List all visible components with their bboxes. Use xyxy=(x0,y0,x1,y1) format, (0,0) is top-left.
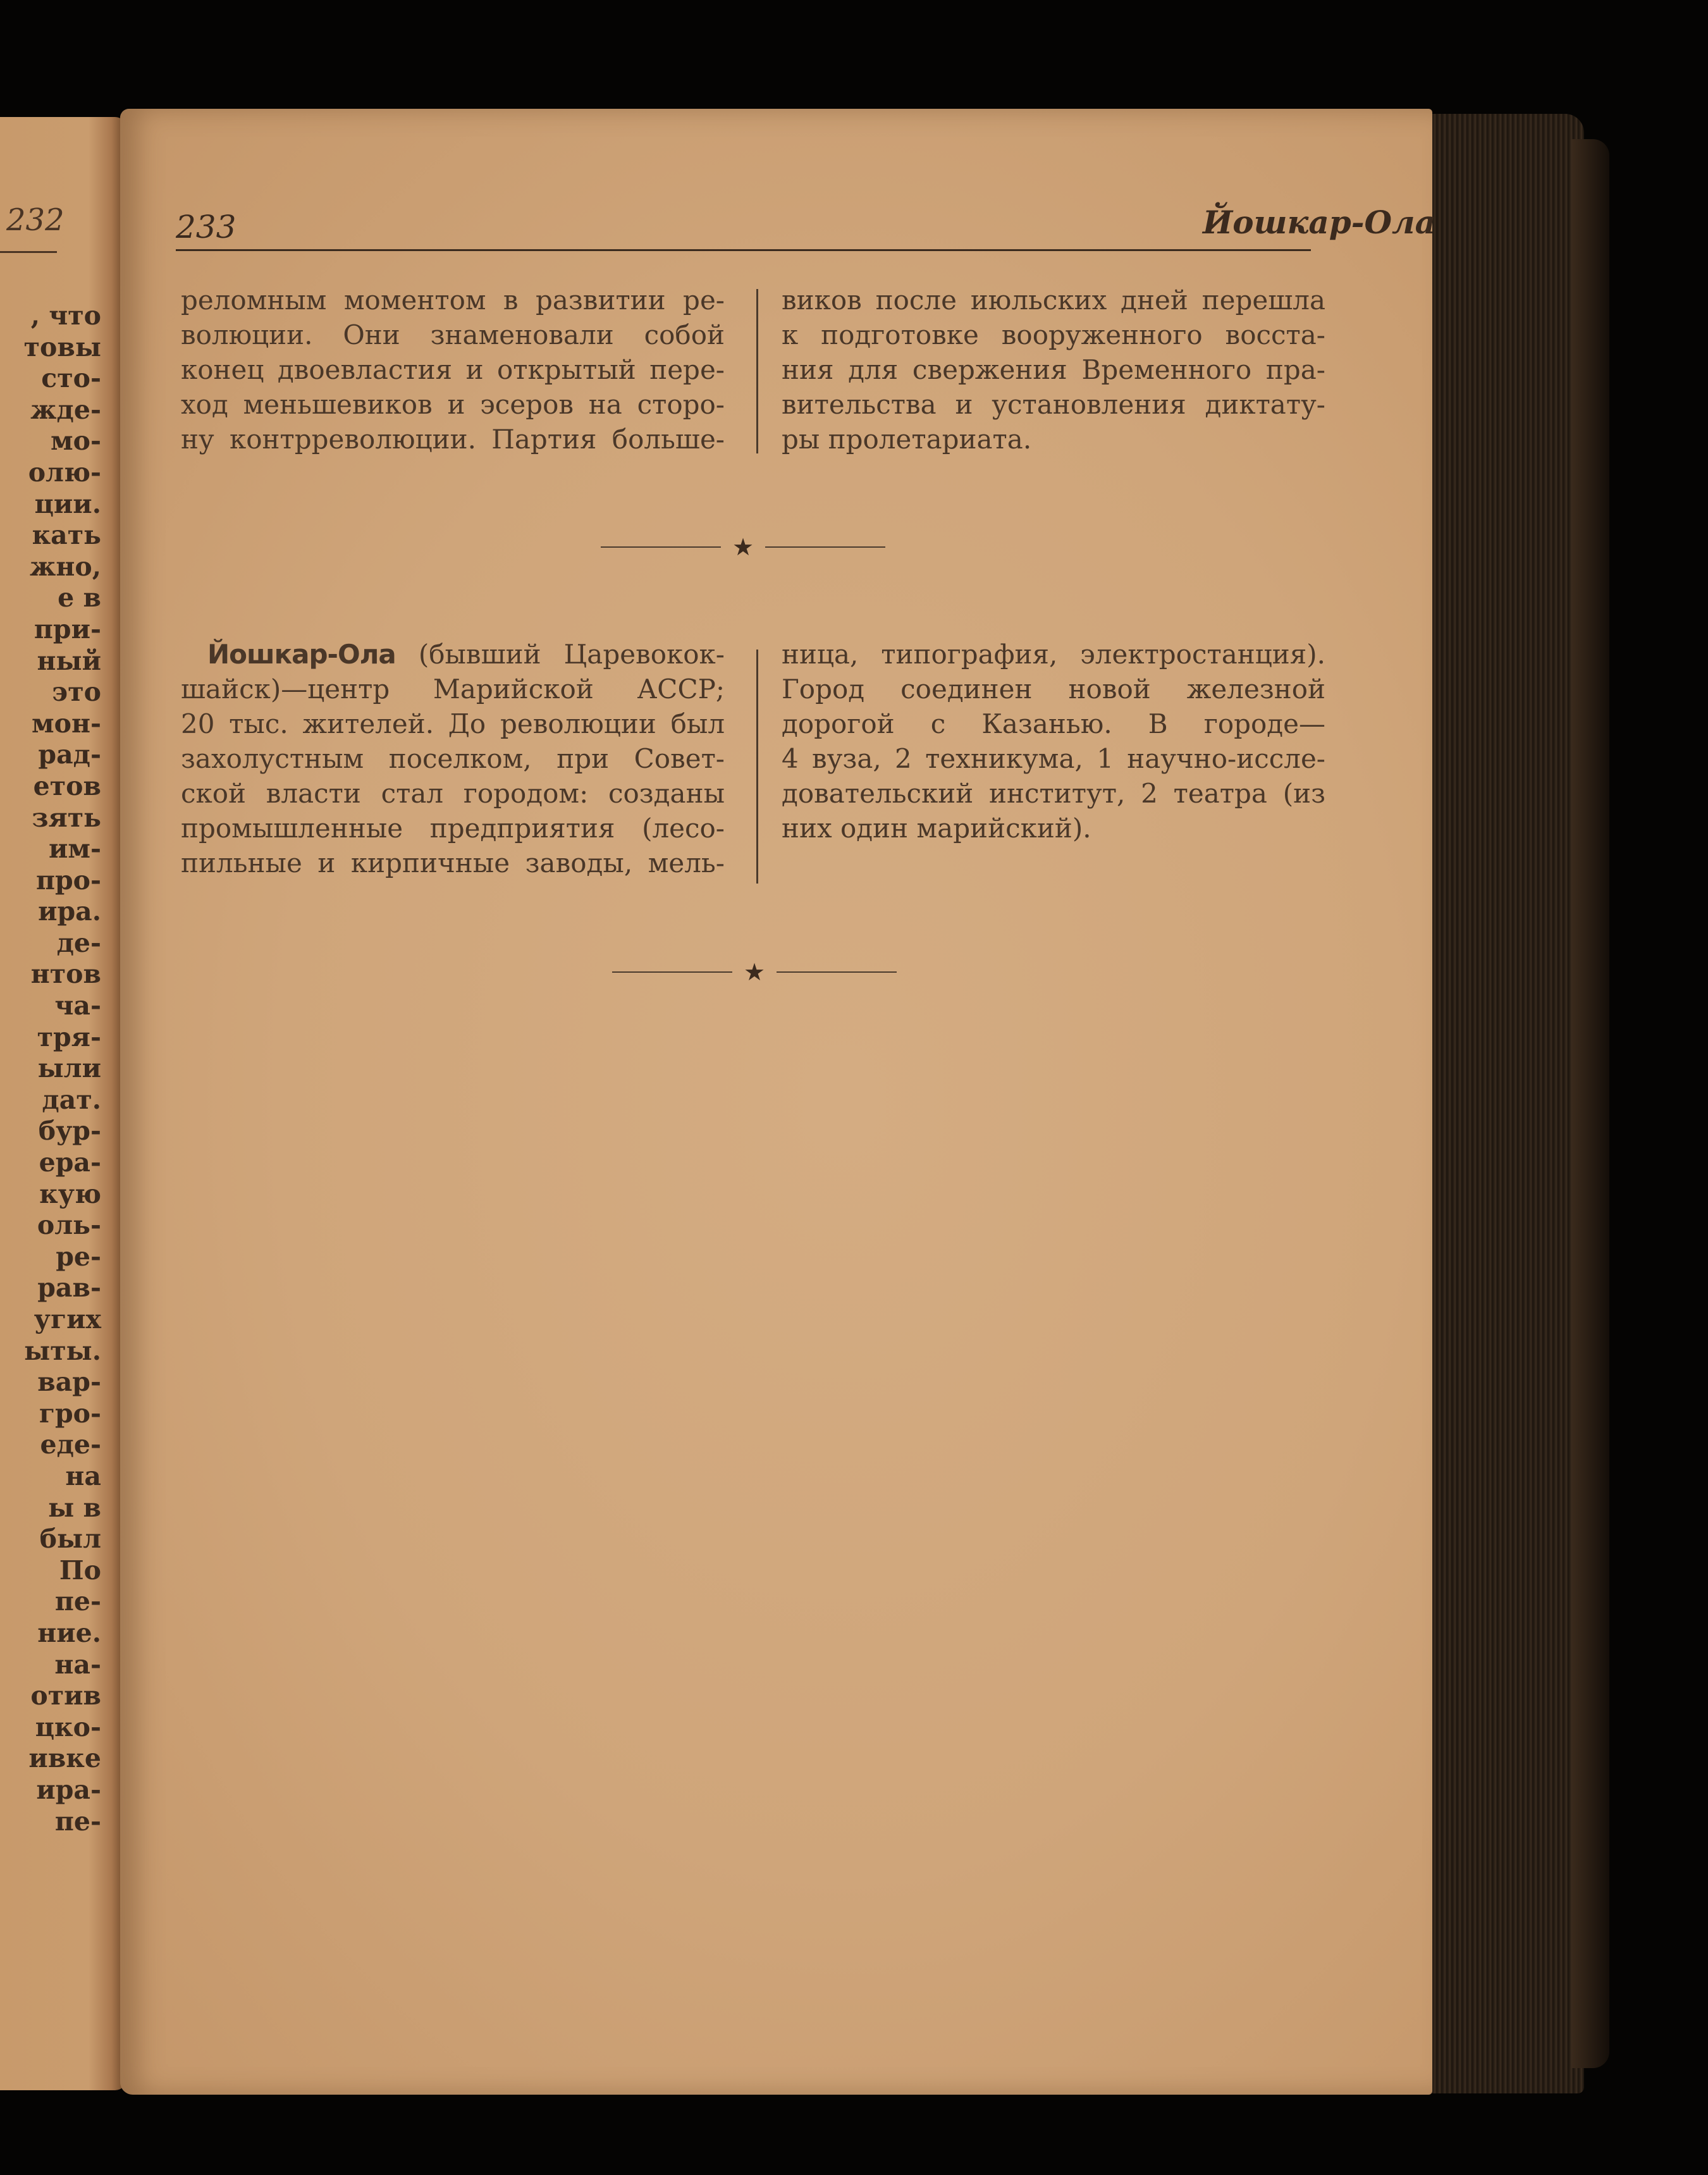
star-icon: ★ xyxy=(732,533,754,561)
article-yoshkar-ola xyxy=(181,637,1325,880)
previous-page-fragment: ы в xyxy=(48,1492,101,1523)
previous-page-fragment: цко- xyxy=(35,1711,101,1742)
left-column xyxy=(181,283,725,457)
previous-page-fragment: отив xyxy=(30,1680,101,1711)
page-number: 233 xyxy=(176,209,237,245)
entry-first-line: (бывший Царевокок- xyxy=(395,639,725,670)
text-line: 4 вуза, 2 техникума, 1 научно-иссле- xyxy=(782,743,1325,774)
right-column xyxy=(782,283,1325,457)
previous-page-fragment: пе- xyxy=(54,1586,101,1617)
text-line: шайск)—центр Марийской АССР; xyxy=(181,674,725,705)
column-divider xyxy=(756,289,758,453)
previous-page-fragment: кую xyxy=(39,1178,101,1209)
previous-page-fragment: бур- xyxy=(38,1116,101,1147)
previous-page-fragment: е в xyxy=(58,582,101,613)
previous-page-fragment: им- xyxy=(48,834,101,865)
previous-page-fragment: ции. xyxy=(34,488,101,519)
previous-page-fragment: вар- xyxy=(37,1367,101,1398)
previous-page-fragment: ный xyxy=(37,645,101,676)
previous-page-number: 232 xyxy=(6,202,65,238)
previous-page-fragment: жно, xyxy=(29,551,101,582)
previous-page-fragment: зять xyxy=(32,802,101,833)
previous-page-head-rule xyxy=(0,251,57,253)
star-icon: ★ xyxy=(744,958,766,986)
text-line: промышленные предприятия (лесо- xyxy=(181,813,725,844)
text-line: довательский институт, 2 театра (из xyxy=(782,778,1325,809)
book-page-edges xyxy=(1416,114,1584,2093)
left-column xyxy=(181,637,725,880)
previous-page-edge xyxy=(0,117,126,2090)
previous-page-text-fragments xyxy=(24,300,101,1837)
previous-page-fragment: ера- xyxy=(39,1147,101,1178)
previous-page-fragment: По xyxy=(59,1555,101,1586)
separator-line xyxy=(777,971,897,973)
separator-line xyxy=(765,546,885,548)
previous-page-fragment: сто- xyxy=(41,363,101,394)
text-line: них один марийский). xyxy=(782,813,1091,844)
previous-page-fragment: мо- xyxy=(51,426,101,457)
previous-page-fragment: де- xyxy=(56,927,101,958)
previous-page-fragment: нтов xyxy=(30,959,101,990)
previous-page-fragment: ира- xyxy=(36,1774,101,1805)
previous-page-fragment: рав- xyxy=(37,1272,101,1303)
previous-page-fragment: оль- xyxy=(37,1210,101,1241)
previous-page-fragment: олю- xyxy=(28,457,101,488)
column-divider xyxy=(756,650,758,884)
previous-page-fragment: ыты. xyxy=(24,1335,101,1366)
previous-page-fragment: ние. xyxy=(37,1617,101,1648)
previous-page-fragment: при- xyxy=(34,613,101,644)
previous-page-fragment: угих xyxy=(34,1304,101,1334)
previous-page-fragment: про- xyxy=(35,865,101,896)
text-line: к подготовке вооруженного восста- xyxy=(782,319,1325,350)
text-line: 20 тыс. жителей. До революции был xyxy=(181,708,725,739)
previous-page-fragment: етов xyxy=(33,770,101,801)
text-line xyxy=(181,637,725,672)
text-line: ры пролетариата. xyxy=(782,424,1032,455)
text-line: ну контрреволюции. Партия больше- xyxy=(181,424,725,455)
previous-page-fragment: ира. xyxy=(38,896,101,927)
text-line: ница, типография, электростанция). xyxy=(782,639,1325,670)
text-line: виков после июльских дней перешла xyxy=(782,285,1325,316)
previous-page-fragment: , что xyxy=(30,300,101,331)
previous-page-fragment: ыли xyxy=(37,1053,101,1084)
separator-line xyxy=(612,971,732,973)
previous-page-fragment: тря- xyxy=(37,1021,101,1052)
text-line: ской власти стал городом: созданы xyxy=(181,778,725,809)
previous-page-fragment: кать xyxy=(32,520,101,551)
previous-page-fragment: рад- xyxy=(38,739,101,770)
section-separator xyxy=(601,534,885,560)
text-line: ния для свержения Временного пра- xyxy=(782,354,1325,385)
previous-page-fragment: дат. xyxy=(42,1084,101,1115)
previous-page-fragment: ре- xyxy=(56,1241,101,1272)
previous-page-fragment: на xyxy=(65,1460,101,1491)
text-line: Город соединен новой железной xyxy=(782,674,1325,705)
previous-page-fragment: гро- xyxy=(39,1398,101,1429)
text-line: реломным моментом в развитии ре- xyxy=(181,285,725,316)
previous-page-fragment: мон- xyxy=(32,708,101,739)
text-line: вительства и установления диктату- xyxy=(782,389,1325,420)
text-line: конец двоевластия и открытый пере- xyxy=(181,354,725,385)
page xyxy=(120,109,1435,2095)
text-line: захолустным поселком, при Совет- xyxy=(181,743,725,774)
previous-page-fragment: пе- xyxy=(54,1806,101,1837)
separator-line xyxy=(601,546,721,548)
continued-article xyxy=(181,283,1325,457)
text-line: ход меньшевиков и эсеров на сторо- xyxy=(181,389,725,420)
section-separator xyxy=(612,959,897,985)
book-back-cover xyxy=(1571,139,1609,2068)
running-head xyxy=(176,204,1435,248)
previous-page-fragment: жде- xyxy=(30,394,101,425)
entry-headword: Йошкар-Ола xyxy=(207,639,396,670)
previous-page-fragment: ивке xyxy=(28,1743,101,1774)
previous-page-fragment: еде- xyxy=(40,1429,101,1460)
previous-page-fragment: ча- xyxy=(54,990,101,1021)
right-column xyxy=(782,637,1325,880)
previous-page-fragment: на- xyxy=(54,1649,101,1680)
running-head-title: Йошкар-Ола xyxy=(1203,204,1435,241)
head-rule xyxy=(176,249,1311,251)
text-line: волюции. Они знаменовали собой xyxy=(181,319,725,350)
previous-page-fragment: товы xyxy=(23,331,101,362)
text-line: пильные и кирпичные заводы, мель- xyxy=(181,847,725,878)
previous-page-fragment: был xyxy=(39,1524,101,1555)
text-line: дорогой с Казанью. В городе— xyxy=(782,708,1325,739)
previous-page-fragment: это xyxy=(52,677,101,708)
